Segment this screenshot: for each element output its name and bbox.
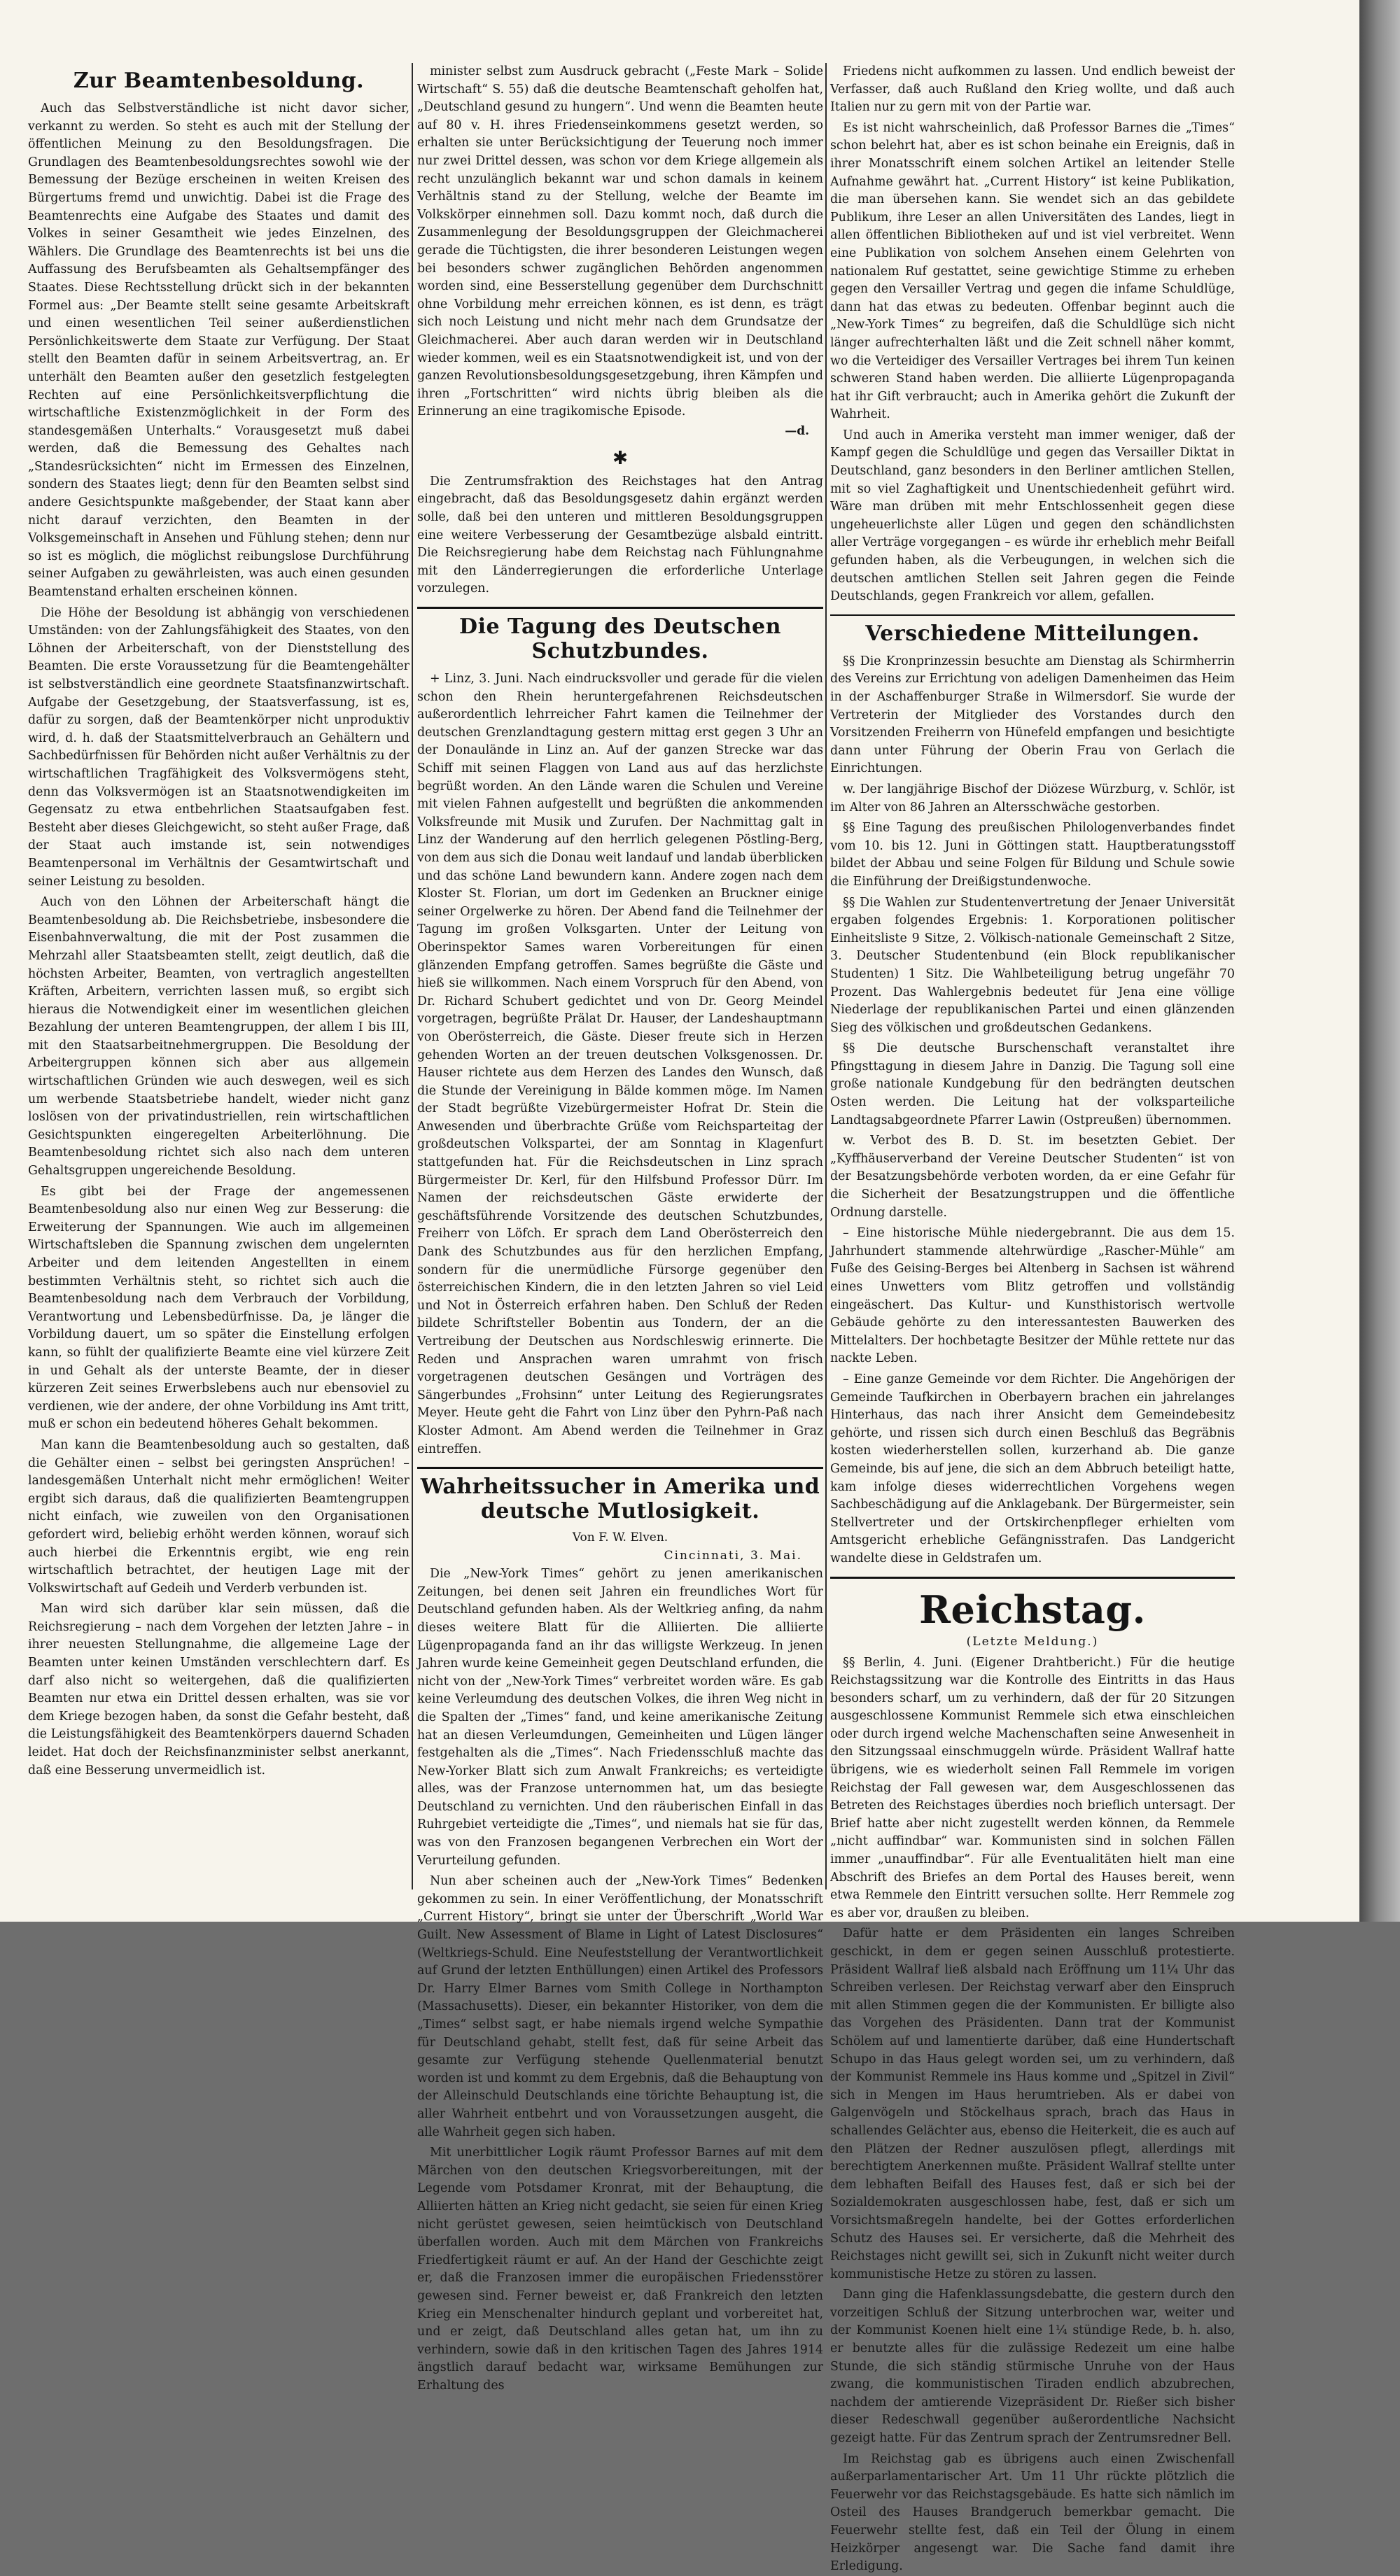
paragraph: minister selbst zum Ausdruck gebracht („Feste Mark – Solide Wirtschaft“ S. 55) daß die deutsche Beamtenschaft geholfen hat, „Deutschland gesund zu hungern“. Und wenn die Beamten heute auf 80 v. H. ihres Friedenseinkommens gesetzt werden, so erhalten sie unter Berücksichtigung der Teuerung noch immer nur zwei Drittel dessen, was schon vor dem Kriege allgemein als recht unzulänglich bekannt war und schon damals in keinem Verhältnis stand zu der Stellung, welche der Beamte im Volkskörper einnehmen soll. Dazu kommt noch, daß durch die Zusammenlegung der Besoldungsgruppen der Gleichmacherei gerade die Tüchtigsten, die ihrer besonderen Leistungen wegen bei besonders schwer zugänglichen Behörden angenommen worden sind, eine Besserstellung gegenüber dem Durchschnitt ohne Vorbildung mehr erreichen können, es ist denn, es trägt sich noch Leistung und nicht mehr nach dem Grundsatze der Gleichmacherei. Aber auch daran werden wir in Deutschland wieder kommen, weil es ein Staatsnotwendigkeit ist, und von der ganzen Revolutionsbesoldungsgesetzgebung, ihren Kämpfen und ihren „Fortschritten“ wird nichts übrig bleiben als die Erinnerung an eine tragikomische Episode. [417, 64, 823, 419]
paragraph: Friedens nicht aufkommen zu lassen. Und endlich beweist der Verfasser, daß auch Rußland den Krieg wollte, und daß auch Italien nur zu gern mit von der Partie war. [830, 64, 1235, 115]
article-headline-beamtenbesoldung: Zur Beamtenbesoldung. [73, 69, 365, 93]
paragraph: Dafür hatte er dem Präsidenten ein langes Schreiben geschickt, in dem er gegen seinen Ausschluß protestierte. Präsident Wallraf ließ alsbald nach Eröffnung um 11¼ Uhr das Schreiben verlesen. Der Reichstag verwarf aber den Einspruch mit allen Stimmen gegen die der Kommunisten. Er billigte also das Vorgehen des Präsidenten. Dann trat der Kommunist Schölem auf und lamentierte darüber, daß eine Hundertschaft Schupo in das Haus gelegt worden sei, um zu verhindern, daß der Kommunist Remmele ins Haus komme und „Spitzel in Zivil“ sich in Mengen im Haus herumtrieben. Als er dabei von Galgenvögeln und Stöckelhaus sprach, brach das Haus in schallendes Gelächter aus, ebenso die Heiterkeit, die es auch auf den Plätzen der Redner auszulösen pflegt, allerdings mit berechtigtem Anerkennen mußte. Präsident Wallraf stellte unter dem lebhaften Beifall des Hauses fest, daß er sich bei der Sozialdemokraten ausgeschlossen habe, fest, daß er sich um Vorsichtsmaßregeln handelte, bei der Gottes erforderlichen Schutz des Hauses sei. Er versicherte, daß die Mehrheit des Reichstages nicht gewillt sei, sich in Zukunft nicht weiter durch kommunistische Hetze zu stören zu lassen. [830, 1927, 1235, 2281]
paragraph: – Eine historische Mühle niedergebrannt. Die aus dem 15. Jahrhundert stammende altehrwürdige „Rascher-Mühle“ am Fuße des Geising-Berges bei Altenberg in Sachsen ist während eines Unwetters vom Blitz getroffen und vollständig eingeäschert. Das Kultur- und Kunsthistorisch wertvolle Gebäude gehörte zu den interessantesten Bauwerken des Mittelalters. Der hochbetagte Besitzer der Mühle rettete nur das nackte Leben. [830, 1226, 1235, 1366]
article-body-beamtenbesoldung [28, 100, 410, 1780]
section-rule [830, 1577, 1235, 1579]
column-divider [825, 63, 827, 1889]
article-dateline: Cincinnati, 3. Mai. [664, 1549, 802, 1563]
section-rule [417, 1467, 823, 1469]
paragraph: Die Höhe der Besoldung ist abhängig von verschiedenen Umständen: von der Zahlungsfähigkeit des Staates, von den Löhnen der Arbeiterschaft, von der Dienststellung des Beamten. Die erste Voraussetzung für die Beamtengehälter ist selbstverständlich eine geordnete Staatsfinanzwirtschaft. Aufgabe der Gesetzgebung, der Staatsverfassung, ist es, dafür zu sorgen, daß der Beamtenkörper nicht unproduktiv wird, d. h. daß der Staatsmittelverbrauch an Gehältern und Sachbedürfnissen für Behörden nicht außer Verhältnis zu der wirtschaftlichen Tragfähigkeit des Volksvermögens steht, denn das Volksvermögen ist an Staatsnotwendigkeiten im Gegensatz zu etwa entbehrlichen Staatsaufgaben fest. Besteht aber dieses Gleichgewicht, so steht außer Frage, daß der Staat auch imstande ist, sein notwendiges Beamtenpersonal im Verhältnis der Gesamtwirtschaft und seiner Leistung zu besolden. [28, 605, 410, 889]
paragraph: + Linz, 3. Juni. Nach eindrucksvoller und gerade für die vielen schon den Rhein heruntergefahrenen Reichsdeutschen außerordentlich lehrreicher Fahrt kamen die Teilnehmer der deutschen Grenzlandtagung gestern mittag erst gegen 3 Uhr an der Donaulände in Linz an. Auf der ganzen Strecke war das Schiff mit seinen Flaggen von Land aus auf das herzlichste begrüßt worden. An den Lände waren die Schulen und Vereine mit vielen Fahnen aufgestellt und begrüßten die ankommenden Volksfreunde mit Musik und Zurufen. Der Nachmittag galt in Linz der Wanderung auf den herrlich gelegenen Pöstling-Berg, von dem aus sich die Donau weit landauf und landab überblicken und das schöne Land bewundern kann. Andere zogen nach dem Kloster St. Florian, um dort im Gedenken an Bruckner einige seiner Orgelwerke zu hören. Der Abend fand die Teilnehmer der Tagung im großen Volksgarten. Unter der Leitung von Oberinspektor Sames waren Vorbereitungen für einen glänzenden Empfang getroffen. Sames begrüßte die Gäste und hieß sie willkommen. Nach einem Vorspruch für den Abend, von Dr. Richard Schubert gedichtet und von Dr. Georg Meindel vorgetragen, begrüßte Prälat Dr. Hauser, der Landeshauptmann von Oberösterreich, die Gäste. Dieser freute sich in Herzen gehenden Worten an der treuen deutschen Volksgenossen. Dr. Hauser richtete aus dem Herzen des Landes den Wunsch, daß die Stunde der Vereinigung in Bälde kommen möge. Im Namen der Stadt begrüßte Vizebürgermeister Hofrat Dr. Stein die Anwesenden und überbrachte Grüße vom Reichsparteitag der großdeutschen Volkspartei, der am Sonntag in Klagenfurt stattgefunden hat. Für die Reichsdeutschen in Linz sprach Bürgermeister Dr. Kerl, für den Hilfsbund Professor Dürr. Im Namen der reichsdeutschen Gäste erwiderte der geschäftsführende Vorsitzende des deutschen Schutzbundes, Freiherr von Löfch. Er sprach dem Land Oberösterreich den Dank des Schutzbundes aus für den herzlichen Empfang, sondern für die unermüdliche Fürsorge gegenüber den österreichischen Kindern, die in den letzten Jahren so viel Leid und Not in Österreich erfahren haben. Den Schluß der Reden bildete Schriftsteller Bobentin aus Tondern, der an die Vertreibung der Deutschen aus Nordschleswig erinnerte. Die Reden und Ansprachen waren umrahmt von frisch vorgetragenen deutschen Gesängen und Vorträgen des Sängerbundes „Frohsinn“ unter Leitung des Regierungsrates Meyer. Heute geht die Fahrt von Linz über den Pyhrn-Paß nach Kloster Admont. Am Abend werden die Teilnehmer in Graz eintreffen. [417, 672, 823, 1456]
paragraph: w. Verbot des B. D. St. im besetzten Gebiet. Der „Kyffhäuserverband der Vereine Deutscher Studenten“ ist von der Besatzungsbehörde verboten worden, da er eine Gefahr für die Sicherheit der Besatzungstruppen und die öffentliche Ordnung darstelle. [830, 1134, 1235, 1220]
article-headline-schutzbund: Die Tagung des Deutschen Schutzbundes. [459, 614, 781, 664]
column-divider [412, 63, 413, 1889]
paragraph: Man wird sich darüber klar sein müssen, daß die Reichsregierung – nach dem Vorgehen der letzten Jahre – in ihrer neuesten Stellungnahme, die allgemeine Lage der Beamten unter keinen Umständen verschlechtern darf. Es darf also nicht so weitergehen, daß die qualifizierten Beamten nur etwa ein Drittel dessen erhalten, was sie vor dem Kriege bezogen haben, da sonst die Gefahr besteht, daß die Leistungsfähigkeit des Beamtenkörpers dauernd Schaden leidet. Hat doch der Reichsfinanzminister selbst anerkannt, daß eine Besserung unvermeidlich ist. [28, 1602, 410, 1778]
paragraph: §§ Die Wahlen zur Studentenvertretung der Jenaer Universität ergaben folgendes Ergebnis: 1. Korporationen politischer Einheitsliste 9 Sitze, 2. Völkisch-nationale Gemeinschaft 2 Sitze, 3. Deutscher Studentenbund (ein Block republikanischer Studenten) 1 Sitz. Die Wahlbeteiligung betrug ungefähr 70 Prozent. Das Wahlergebnis bedeutet für Jena eine völlige Niederlage der republikanischen Partei und einen glänzenden Sieg des völkischen und großdeutschen Gedankens. [830, 895, 1235, 1035]
article-headline-amerika: Wahrheitssucher in Amerika und deutsche Mutlosigkeit. [420, 1474, 820, 1524]
author-signature: —d. [785, 423, 809, 438]
book-spine-edge [1359, 0, 1400, 1922]
paragraph: §§ Die Kronprinzessin besuchte am Dienstag als Schirmherrin des Vereins zur Errichtung von adeligen Damenheimen das Heim in der Aschaffenburger Straße in Wilmersdorf. Sie wurde der Vertreterin der Mitglieder des Vorstandes durch den Vorsitzenden Freiherrn von Hünefeld empfangen und besichtigte dann unter Führung der Oberin Frau von Gerlach die Einrichtungen. [830, 654, 1235, 776]
column-right [830, 63, 1235, 2574]
paragraph: Es ist nicht wahrscheinlich, daß Professor Barnes die „Times“ schon belehrt hat, aber es ist schon beinahe ein Ereignis, daß in ihrer Monatsschrift einem solchen Artikel an leitender Stelle Aufnahme gewährt hat. „Current History“ ist keine Publikation, die man übersehen kann. Sie wendet sich an das gebildete Publikum, ihre Leser an allen Universitäten des Landes, liegt in allen öffentlichen Bibliotheken auf und ist viel verbreitet. Wenn eine Publikation von solchem Ansehen einem Gelehrten von nationalem Ruf gestattet, seine gewichtige Stimme zu erheben gegen den Versailler Vertrag und gegen die infame Schuldlüge, dann hat das etwas zu bedeuten. Offenbar beginnt auch die „New-York Times“ zu begreifen, daß die Schuldlüge sich nicht länger aufrechterhalten läßt und die Zeit schnell näher kommt, wo die Verteidiger des Versailler Vertrages bei ihrem Tun keinen schweren Stand haben werden. Die alliierte Lügenpropaganda hat ihr Gift verbraucht; auch in Amerika gehört die Zukunft der Wahrheit. [830, 120, 1235, 422]
paragraph: Nun aber scheinen auch der „New-York Times“ Bedenken gekommen zu sein. In einer Veröffentlichung, der Monatsschrift „Current History“, bringt sie unter der Überschrift „World War Guilt. New Assessment of Blame in Light of Latest Disclosures“ (Weltkriegs-Schuld. Eine Neufeststellung der Verantwortlichkeit auf Grund der letzten Enthüllungen) einen Artikel des Professors Dr. Harry Elmer Barnes vom Smith College in Northampton (Massachusetts). Dieser, ein bekannter Historiker, von dem die „Times“ selbst sagt, er habe niemals irgend welche Sympathie für Deutschland gehabt, stellt fest, daß für seine Arbeit das gesamte zur Verfügung stehende Quellenmaterial benutzt worden ist und kommt zu dem Ergebnis, daß die Behauptung von der Alleinschuld Deutschlands eine törichte Behauptung ist, die aller Wahrheit entbehrt und von Voraussetzungen ausgeht, die alle Wahrheit gegen sich haben. [417, 1874, 823, 2139]
paragraph: §§ Eine Tagung des preußischen Philologenverbandes findet vom 10. bis 12. Juni in Göttingen statt. Hauptberatungsstoff bildet der Abbau und seine Folgen für Bildung und Schule sowie die Einführung der Dreißigstundenwoche. [830, 821, 1235, 889]
separator-star: ✱ [612, 447, 628, 469]
section-rule [830, 614, 1235, 616]
paragraph: Und auch in Amerika versteht man immer weniger, daß der Kampf gegen die Schuldlüge und gegen das Versailler Diktat in Deutschland, ganz besonders in den Berliner amtlichen Stellen, mit so viel Zaghaftigkeit und Unentschiedenheit geführt wird. Wäre man drüben mit mehr Entschlossenheit gegen diese ungeheuerlichste aller Lügen und gegen den schändlichsten aller Verträge vorgegangen – es würde ihr erheblich mehr Beifall gefunden haben, als die Verbeugungen, in welchen sich die deutschen amtlichen Stellen seit Jahren gegen die Feinde Deutschlands, gegen Frankreich vor allem, gefallen. [830, 428, 1235, 604]
paragraph: Mit unerbittlicher Logik räumt Professor Barnes auf mit dem Märchen von den deutschen Kriegsvorbereitungen, mit der Legende vom Potsdamer Kronrat, mit der Behauptung, die Alliierten hätten an Krieg nicht gedacht, sie seien für einen Krieg nicht gerüstet gewesen, seien heimtückisch von Deutschland überfallen worden. Auch mit dem Märchen von Frankreichs Friedfertigkeit räumt er auf. An der Hand der Geschichte zeigt er, daß die Franzosen immer die europäischen Friedensstörer gewesen sind. Ferner beweist er, daß Frankreich den letzten Krieg ein Menschenalter hindurch geplant und vorbereitet hat, und er zeigt, daß Deutschland alles getan hat, um ihn zu verhindern, sowie daß in den kritischen Tagen des Jahres 1914 ängstlich darauf bedacht war, wirksame Bemühungen zur Erhaltung des [417, 2146, 823, 2393]
article-headline-mitteilungen: Verschiedene Mitteilungen. [865, 621, 1200, 646]
column-middle [417, 63, 823, 2393]
paragraph: Die Zentrumsfraktion des Reichstages hat den Antrag eingebracht, daß das Besoldungsgesetz dahin ergänzt werden solle, daß bei den unteren und mittleren Besoldungsgruppen eine weitere Verbesserung der Gesamtbezüge alsbald eintritt. Die Reichsregierung habe dem Reichstag nach Fühlungnahme mit den Länderregierungen die erforderliche Unterlage vorzulegen. [417, 474, 823, 596]
paragraph: Im Reichstag gab es übrigens auch einen Zwischenfall außerparlamentarischer Art. Um 11 Uhr rückte plötzlich die Feuerwehr vor das Reichstagsgebäude. Es hatte sich nämlich im Osteil des Hauses Brandgeruch bemerkbar gemacht. Die Feuerwehr stellte fest, daß ein Teil der Ölung in einem Heizkörper angesengt war. Die Sache fand damit ihre Erledigung. [830, 2451, 1235, 2574]
column-left [28, 63, 410, 1896]
paragraph: – Eine ganze Gemeinde vor dem Richter. Die Angehörigen der Gemeinde Taufkirchen in Oberbayern brachen ein jahrelanges Hinterhaus, das nach ihrer Ansicht dem Gemeindebesitz gehörte, und rissen sich durch einen Beschluß das Begräbnis kosten wiederherstellen sollen, kurzerhand ab. Die ganze Gemeinde, bis auf jene, die sich an dem Abbruch beteiligt hatte, kam infolge dieses widerrechtlichen Vorgehens wegen Sachbeschädigung auf die Anklagebank. Der Bürgermeister, sein Stellvertreter und der Ortskirchenpfleger erhielten vom Amtsgericht erhebliche Gefängnisstrafen. Das Landgericht wandelte diese in Geldstrafen um. [830, 1372, 1235, 1565]
paragraph: Es gibt bei der Frage der angemessenen Beamtenbesoldung also nur einen Weg zur Besserung: die Erweiterung der Spannungen. Wie auch im allgemeinen Wirtschaftsleben die Spannung zwischen dem ungelernten Arbeiter und dem leitenden Angestellten in einem bestimmten Verhältnis steht, so richtet sich auch die Beamtenbesoldung nach dem Verbrauch der Vorbildung, Verantwortung und Lebensbedürfnisse. Da, je länger die Vorbildung dauert, um so später die Einstellung erfolgen kann, so fühlt der qualifizierte Beamte eine viel kürzere Zeit in und Gehalt als der unterste Beamte, der in dieser kürzeren Zeit seines Erwerbslebens auch nur ebensoviel zu verdienen, wie der andere, der ohne Vorbildung ins Amt tritt, muß er schon ein bedeutend höheres Gehalt bekommen. [28, 1184, 410, 1432]
paragraph: Auch das Selbstverständliche ist nicht davor sicher, verkannt zu werden. So steht es auch mit der Stellung der öffentlichen Meinung zu den Besoldungsfragen. Die Grundlagen des Beamtenbesoldungsrechtes sowohl wie der Bemessung der Bezüge erscheinen in weiten Kreisen des Bürgertums fremd und unwichtig. Dabei ist die Frage des Beamtenrechts eine Aufgabe des Staates und damit des Volkes in seiner Gesamtheit wie jedes Einzelnen, des Wählers. Die Grundlage des Beamtenrechts ist bei uns die Auffassung des Berufsbeamten als Gehaltsempfänger des Staates. Diese Rechtsstellung drückt sich in der bekannten Formel aus: „Der Beamte stellt seine gesamte Arbeitskraft und einen wesentlichen Teil seiner außerdienstlichen Persönlichkeitswerte dem Staate zur Verfügung. Der Staat stellt den Beamten dafür in seinem Arbeitsvertrag, an. Er unterhält den Beamten außer den gesetzlich festgelegten Rechten auf eine Persönlichkeitsverpflichtung die wirtschaftliche Existenzmöglichkeit in der Form des standesgemäßen Unterhalts.“ Vorausgesetzt muß dabei werden, daß die Bemessung des Gehaltes nach „Standesrücksichten“ nicht im Ermessen des Einzelnen, sondern des Staates liegt; denn für den Beamten selbst sind andere Gesichtspunkte maßgebender, der Staat kann aber nicht darauf verzichten, den Beamten in der Volksgemeinschaft in Ansehen und Fühlung stehen; denn nur so ist es möglich, die möglichst reibungslose Durchführung seiner Aufgaben zu gewährleisten, was auch einen gesunden Beamtenstand erhalten erscheinen können. [28, 101, 410, 600]
article-subline: (Letzte Meldung.) [966, 1634, 1099, 1649]
paragraph: Die „New-York Times“ gehört zu jenen amerikanischen Zeitungen, bei denen seit Jahren ein freundliches Wort für Deutschland gefunden haben. Als der Weltkrieg anfing, da nahm dieses weitere Blatt für die Alliierten. Die alliierte Lügenpropaganda fand an ihr das willigste Werkzeug. In jenen Jahren wurde keine Gemeinheit gegen Deutschland erfunden, die nicht von der „New-York Times“ verbreitet worden wäre. Es gab keine Verleumdung des deutschen Volkes, die ihren Weg nicht in die Spalten der „Times“ fand, und keine amerikanische Zeitung hat an diesen Verleumdungen, Gemeinheiten und Lügen länger festgehalten als die „Times“. Nach Friedensschluß machte das New-Yorker Blatt sich zum Anwalt Frankreichs; es verteidigte alles, was der Franzose unternommen hat, um das besiegte Deutschland zu vernichten. Und den räuberischen Einfall in das Ruhrgebiet verteidigte die „Times“, und niemals hat sie für das, was von den Franzosen begangenen Verbrechen ein Wort der Verurteilung gefunden. [417, 1567, 823, 1868]
paragraph: §§ Berlin, 4. Juni. (Eigener Drahtbericht.) Für die heutige Reichstagssitzung war die Kontrolle des Eintritts in das Haus besonders scharf, um zu verhindern, daß der für 20 Sitzungen ausgeschlossene Kommunist Remmele sich etwa einschleichen oder durch irgend welche Machenschaften seine Anwesenheit in den Sitzungssaal einschmuggeln würde. Präsident Wallraf hatte übrigens, wie es wiederholt seinen Fall Remmele im vorigen Reichstag der Fall gewesen war, dem Ausgeschlossenen das Betreten des Reichstages überdies noch brieflich untersagt. Der Brief hatte aber nicht zugestellt werden können, da Remmele „nicht auffindbar“ war. Kommunisten sind in solchen Fällen immer „unauffindbar“. Für alle Eventualitäten hielt man eine Abschrift des Briefes an dem Portal des Hauses bereit, wenn etwa Remmele den Eintritt versuchen sollte. Herr Remmele zog es aber vor, draußen zu bleiben. [830, 1655, 1235, 1920]
paragraph: Dann ging die Hafenklassungsdebatte, die gestern durch den vorzeitigen Schluß der Sitzung unterbrochen war, weiter und der Kommunist Koenen hielt eine 1¼ stündige Rede, b. h. also, er benutzte alles für die zulässige Redezeit um eine halbe Stunde, die sich ständig stürmische Unruhe von der Haus zwang, die kommunistischen Tiraden endlich abzubrechen, nachdem der amtierende Vizepräsident Dr. Rießer sich bisher dieser Redeschwall gegenüber außerordentliche Nachsicht gezeigt hatte. Für das Zentrum sprach der Zentrumsredner Bell. [830, 2288, 1235, 2446]
article-headline-reichstag: Reichstag. [919, 1586, 1146, 1632]
section-rule [417, 607, 823, 609]
paragraph: Man kann die Beamtenbesoldung auch so gestalten, daß die Gehälter einen – selbst bei geringsten Ansprüchen! – landesgemäßen Unterhalt nicht mehr ermöglichen! Weiter ergibt sich daraus, daß die qualifizierten Beamtengruppen nicht einfach, wie zuweilen von den Organisationen gefordert wird, beliebig erhöht werden können, worauf sich auch hierbei die Erkenntnis ergibt, wie eng rein wirtschaftlich betrachtet, der heutigen Lage mit der Volkswirtschaft auf Gedeih und Verderb verbunden ist. [28, 1437, 410, 1596]
article-byline: Von F. W. Elven. [572, 1530, 668, 1545]
paragraph: w. Der langjährige Bischof der Diözese Würzburg, v. Schlör, ist im Alter von 86 Jahren an Altersschwäche gestorben. [830, 782, 1235, 815]
paragraph: Auch von den Löhnen der Arbeiterschaft hängt die Beamtenbesoldung ab. Die Reichsbetriebe, insbesondere die Eisenbahnverwaltung, die mit der Post zusammen die Mehrzahl aller Staatsbeamten stellt, zeigt deutlich, daß die höchsten Arbeiter, Beamten, von vertraglich angestellten Kräften, Arbeitern, verrichten lassen muß, so ergibt sich hieraus die Notwendigkeit einer im wesentlichen gleichen Bezahlung der unteren Beamtengruppen, der allem I bis III, mit den Staatsarbeitnehmergruppen. Die Besoldung der Arbeitergruppen können sich aber aus allgemein wirtschaftlichen Gründen wie auch deswegen, weil es sich um werbende Staatsbetriebe handelt, wieder nicht ganz loslösen von der privatindustriellen, rein wirtschaftlichen Gesichtspunkten eingeregelten Arbeiterlöhnung. Die Beamtenbesoldung richtet sich also nach dem unteren Gehaltsgruppen ungereichende Besoldung. [28, 895, 410, 1178]
paragraph: §§ Die deutsche Burschenschaft veranstaltet ihre Pfingsttagung in diesem Jahre in Danzig. Die Tagung soll eine große nationale Kundgebung für den bedrängten deutschen Osten werden. Die Leitung hat der volksparteiliche Landtagsabgeordnete Pfarrer Lawin (Ostpreußen) übernommen. [830, 1041, 1235, 1127]
